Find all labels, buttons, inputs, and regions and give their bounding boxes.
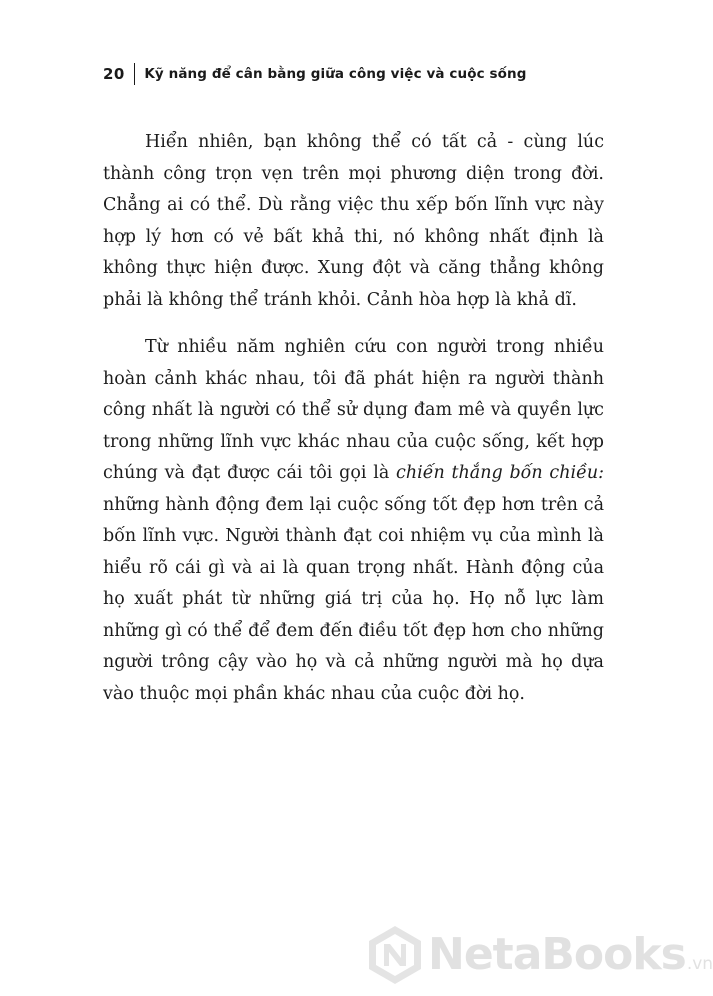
paragraph-2-text-start: Từ nhiều năm nghiên cứu con người trong nhiều hoàn cảnh khác nhau, tôi đã phát hiện ra người thành công nhất là người có thể sử dụng đam mê và quyền lực trong những lĩnh vực khác nhau của cuộc sống, kết hợp chúng và đạt được cái tôi gọi là: [103, 337, 604, 483]
page-number: 20: [103, 65, 125, 83]
netabooks-logo-icon: [366, 924, 424, 986]
watermark: [366, 922, 713, 988]
running-header: [103, 60, 526, 88]
header-divider: [134, 63, 136, 85]
running-title: Kỹ năng để cân bằng giữa công việc và cuộc sống: [144, 66, 527, 82]
watermark-brand: NetaBooks: [428, 929, 686, 980]
paragraph-1: Hiển nhiên, bạn không thể có tất cả - cùng lúc thành công trọn vẹn trên mọi phương diện trong đời. Chẳng ai có thể. Dù rằng việc thu xếp bốn lĩnh vực này hợp lý hơn có vẻ bất khả thi, nó không nhất định là không thực hiện được. Xung đột và căng thẳng không phải là không thể tránh khỏi. Cảnh hòa hợp là khả dĩ.: [103, 132, 604, 310]
paragraph-2-text-end: những hành động đem lại cuộc sống tốt đẹp hơn trên cả bốn lĩnh vực. Người thành đạt coi nhiệm vụ của mình là hiểu rõ cái gì và ai là quan trọng nhất. Hành động của họ xuất phát từ những giá trị của họ. Họ nỗ lực làm những gì có thể để đem đến điều tốt đẹp hơn cho những người trông cậy vào họ và cả những người mà họ dựa vào thuộc mọi phần khác nhau của cuộc đời họ.: [103, 494, 604, 704]
paragraph-2-italic-term: chiến thắng bốn chiều:: [396, 463, 604, 483]
paragraph-2: [103, 332, 604, 710]
watermark-suffix: .vn: [686, 954, 713, 974]
page-body: [103, 127, 604, 710]
